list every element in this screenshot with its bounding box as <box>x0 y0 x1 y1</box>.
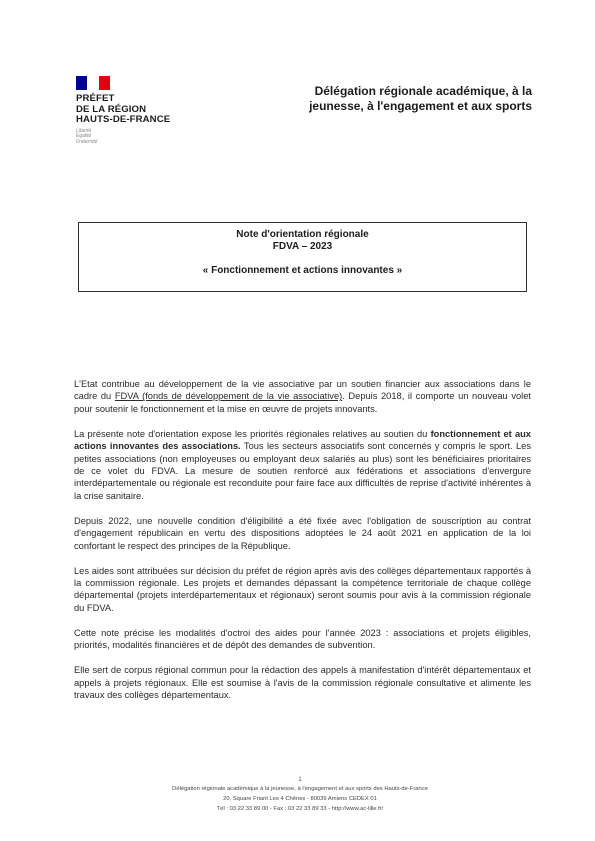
paragraph-3: Depuis 2022, une nouvelle condition d'éligibilité a été fixée avec l'obligation de souscription au contrat d'engagement républicain en vertu des dispositions adoptées le 24 août 2021 en application de la loi confortant le respect des principes de la République. <box>74 515 531 551</box>
paragraph-6: Elle sert de corpus régional commun pour la rédaction des appels à manifestation d'intérêt départementaux et appels à projets régionaux. Elle est soumise à l'avis de la commission régionale consultative et alimente les travaux des collèges départementaux. <box>74 665 531 701</box>
flag-white-band <box>87 76 98 90</box>
note-theme: « Fonctionnement et actions innovantes » <box>202 265 403 276</box>
flag-red-band <box>99 76 110 90</box>
footer-address-line1: Délégation régionale académique à la jeunesse, à l'engagement et aux sports des Hauts-de-France <box>172 786 428 792</box>
delegation-title-line2: jeunesse, à l'engagement et aux sports <box>309 98 532 113</box>
paragraph-1-end: . Depuis 2018, il comporte un nouveau volet pour soutenir le fonctionnement et la mise en œuvre de projets innovants. <box>74 391 531 414</box>
page-footer <box>120 776 480 814</box>
paragraph-2-emphasis: fonctionnement et aux actions innovantes des associations. <box>74 428 531 452</box>
motto-fraternite: Fraternité <box>76 138 98 145</box>
fdva-link[interactable]: FDVA (fonds de développement de la vie associative) <box>114 391 343 402</box>
logo-line-hauts-de-france: HAUTS-DE-FRANCE <box>76 114 171 125</box>
paragraph-2-end: Tous les secteurs associatifs sont concernés y compris le sport. Les petites associations (non employeuses ou employant deux salariés au plus) sont les bénéficiaires prioritaires de ce volet du FDVA. La mesure de soutien renforcé aux fédérations et associations d'envergure interdépartementale ou régionale est reconduite pour faire face aux difficultés de reprise d'activité inhérentes à la crise sanitaire. <box>74 441 531 501</box>
footer-address-line2: 20, Square Friant Les 4 Chênes - 80039 Amiens CEDEX 01 <box>223 796 377 802</box>
paragraph-4: Les aides sont attribuées sur décision du préfet de région après avis des collèges départementaux rapportés à la commission régionale. Les projets et demandes dépassant la compétence territoriale de chaque collège départemental (projets interdépartementaux et régionaux) seront soumis pour avis à la commission régionale du FDVA. <box>74 565 531 613</box>
delegation-title-line1: Délégation régionale académique, à la <box>314 84 532 98</box>
document-body <box>74 378 531 714</box>
page-number: 1 <box>298 777 302 783</box>
logo-line-prefet: PRÉFET <box>76 93 115 104</box>
footer-contact-line: Tél : 03 22 33 89 00 - Fax : 03 22 33 89 33 - http://www.ac-lille.fr/ <box>216 806 384 812</box>
note-title: Note d'orientation régionale <box>236 229 369 240</box>
motto-egalite: Égalité <box>76 133 92 140</box>
motto-liberte: Liberté <box>76 127 92 134</box>
note-subtitle: FDVA – 2023 <box>272 241 333 252</box>
paragraph-2-start: La présente note d'orientation expose les priorités régionales relatives au soutien du <box>74 428 431 439</box>
republic-motto <box>76 129 206 146</box>
paragraph-2 <box>74 428 531 502</box>
prefet-logo <box>76 76 206 145</box>
logo-line-region: DE LA RÉGION <box>76 103 147 115</box>
flag-blue-band <box>76 76 87 90</box>
note-title-box <box>78 222 527 292</box>
paragraph-1 <box>74 378 531 415</box>
french-flag-icon <box>76 76 110 90</box>
delegation-title <box>300 84 532 113</box>
paragraph-1-start: L'Etat contribue au développement de la vie associative par un soutien financier aux associations dans le cadre du <box>74 379 531 402</box>
paragraph-5: Cette note précise les modalités d'octroi des aides pour l'année 2023 : associations et projets éligibles, priorités, modalités financières et de dépôt des demandes de subvention. <box>74 627 531 651</box>
